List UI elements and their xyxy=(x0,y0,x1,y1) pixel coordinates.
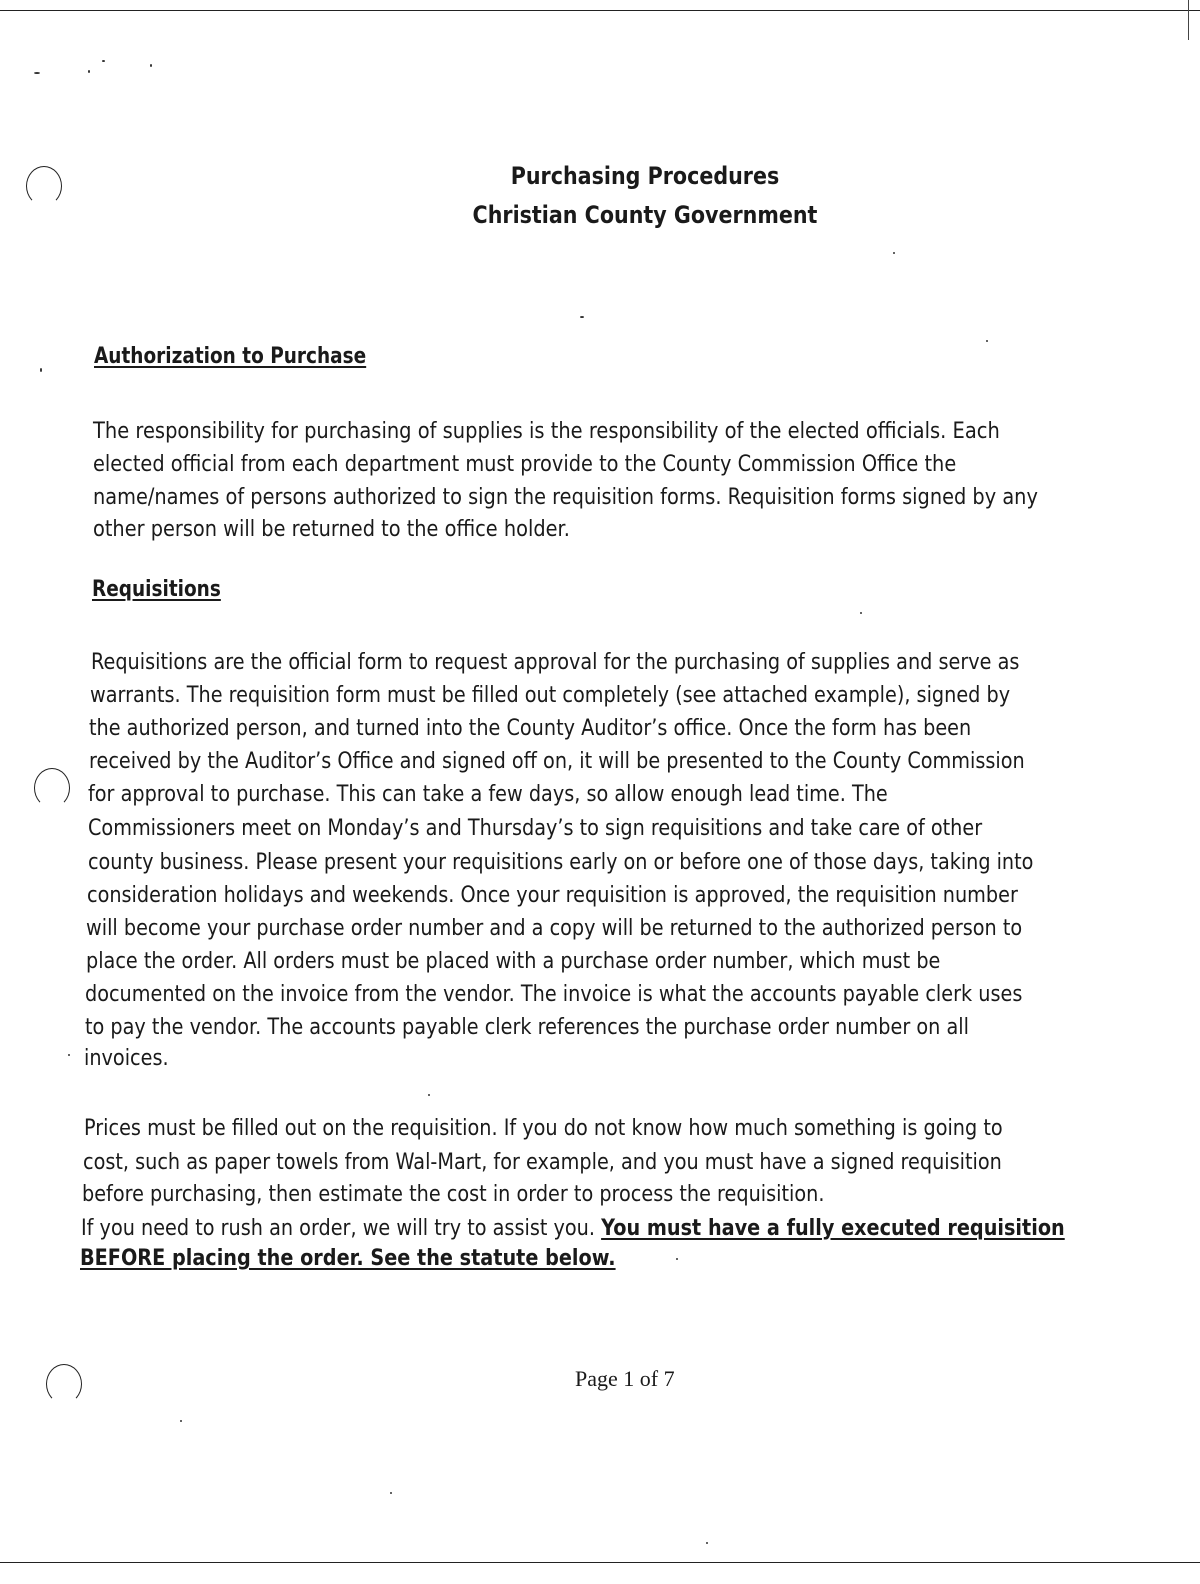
rush-order-emphasis: You must have a fully executed requisition xyxy=(601,1215,1065,1241)
paragraph-line: Prices must be filled out on the requisition. If you do not know how much something is going to xyxy=(84,1115,1003,1141)
scan-speck xyxy=(88,70,90,73)
scan-speck xyxy=(34,72,40,74)
punch-hole-top xyxy=(26,166,62,206)
paragraph-line: Commissioners meet on Monday’s and Thursday’s to sign requisitions and take care of other xyxy=(88,815,983,841)
scan-speck xyxy=(102,60,105,62)
rush-order-text: If you need to rush an order, we will try to assist you. xyxy=(81,1215,602,1241)
rush-order-line xyxy=(81,1212,1065,1244)
paragraph-line: invoices. xyxy=(84,1045,169,1071)
paragraph-line: The responsibility for purchasing of supplies is the responsibility of the elected officials. Each xyxy=(93,418,1000,444)
paragraph-line: consideration holidays and weekends. Once your requisition is approved, the requisition number xyxy=(87,882,1018,908)
scan-speck xyxy=(706,1542,708,1544)
scan-border-right xyxy=(1188,0,1189,40)
paragraph-line: Requisitions are the official form to request approval for the purchasing of supplies and serve as xyxy=(91,649,1020,675)
scan-speck xyxy=(68,1054,70,1056)
paragraph-line: to pay the vendor. The accounts payable clerk references the purchase order number on all xyxy=(85,1014,969,1040)
scan-speck xyxy=(150,64,152,67)
section-heading-authorization: Authorization to Purchase xyxy=(94,344,367,369)
scan-speck xyxy=(40,368,42,372)
rush-order-emphasis-continued: BEFORE placing the order. See the statute below. xyxy=(80,1245,616,1271)
punch-hole-bottom xyxy=(46,1364,82,1404)
paragraph-line: elected official from each department must provide to the County Commission Office the xyxy=(93,451,957,477)
paragraph-line: place the order. All orders must be placed with a purchase order number, which must be xyxy=(86,948,941,974)
document-title: Purchasing Procedures xyxy=(510,162,780,190)
scan-speck xyxy=(390,1492,392,1494)
scan-speck xyxy=(428,1094,430,1096)
scan-speck xyxy=(893,252,895,254)
scan-speck xyxy=(676,1258,678,1260)
paragraph-line: cost, such as paper towels from Wal-Mart, for example, and you must have a signed requisition xyxy=(83,1149,1002,1175)
paragraph-line: before purchasing, then estimate the cost in order to process the requisition. xyxy=(82,1181,825,1207)
paragraph-line: county business. Please present your requisitions early on or before one of those days, taking into xyxy=(88,849,1034,875)
page-number: Page 1 of 7 xyxy=(575,1366,675,1391)
scan-speck xyxy=(860,612,862,614)
paragraph-line: will become your purchase order number and a copy will be returned to the authorized person to xyxy=(86,915,1023,941)
paragraph-line: for approval to purchase. This can take a few days, so allow enough lead time. The xyxy=(88,781,888,807)
scan-speck xyxy=(180,1420,182,1422)
rush-order-line-2 xyxy=(80,1242,616,1274)
paragraph-line: other person will be returned to the office holder. xyxy=(93,516,570,542)
paragraph-line: name/names of persons authorized to sign the requisition forms. Requisition forms signed by any xyxy=(93,484,1038,510)
paragraph-line: the authorized person, and turned into the County Auditor’s office. Once the form has been xyxy=(89,715,972,741)
scan-border-top xyxy=(0,10,1200,11)
paragraph-line: warrants. The requisition form must be filled out completely (see attached example), signed by xyxy=(90,682,1011,708)
paragraph-line: documented on the invoice from the vendor. The invoice is what the accounts payable clerk uses xyxy=(85,981,1023,1007)
section-heading-requisitions: Requisitions xyxy=(92,577,221,602)
scan-speck xyxy=(580,316,584,318)
scan-speck xyxy=(986,340,988,342)
paragraph-line: received by the Auditor’s Office and signed off on, it will be presented to the County Commission xyxy=(89,748,1025,774)
punch-hole-middle xyxy=(34,768,70,808)
document-subtitle: Christian County Government xyxy=(472,201,818,229)
scan-border-bottom xyxy=(0,1562,1200,1563)
